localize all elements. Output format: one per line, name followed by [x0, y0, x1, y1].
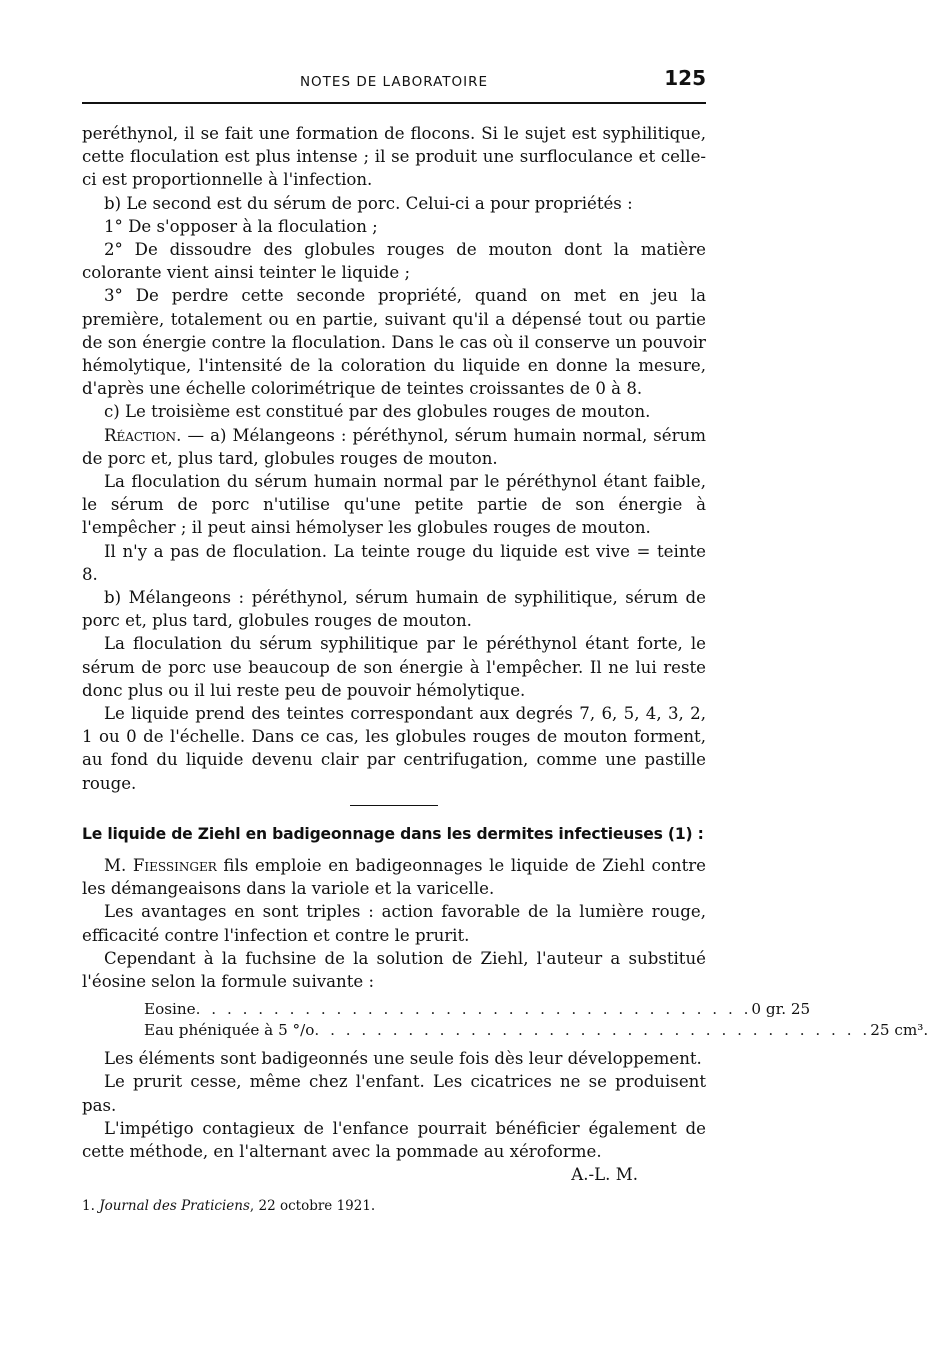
footnote-date: , 22 octobre 1921.	[249, 1198, 376, 1214]
paragraph: La floculation du sérum syphilitique par le péréthynol étant forte, le sérum de porc use beaucoup de son énergie à l'empêcher. Il ne lui reste donc plus ou il lui reste peu de pouvoir hémolytique.	[82, 634, 706, 700]
reaction-label: Réaction.	[104, 425, 182, 445]
paragraph-text: fils emploie en badigeonnages le liquide de Ziehl contre les démangeaisons dans la variole et la varicelle.	[82, 855, 706, 899]
paragraph: Les éléments sont badigeonnés une seule fois dès leur développement.	[104, 1049, 702, 1069]
section-title	[82, 822, 706, 846]
page-number: 125	[664, 66, 706, 90]
formula-leader: . . . . . . . . . . . . . . . . . . . . . . . . . . . . . . . . . . . .	[195, 1000, 752, 1019]
formula-leader: . . . . . . . . . . . . . . . . . . . . . . . . . . . . . . . . . . . .	[314, 1021, 871, 1040]
paragraph: c) Le troisième est constitué par des globules rouges de mouton.	[104, 402, 651, 422]
author-name: M. Fiessinger	[104, 855, 217, 875]
formula-row	[144, 1020, 928, 1041]
formula-ingredient: Eau phéniquée à 5 °/o	[144, 1021, 315, 1040]
page-header	[82, 62, 706, 104]
paragraph: Cependant à la fuchsine de la solution de Ziehl, l'auteur a substitué l'éosine selon la formule suivante :	[82, 948, 706, 991]
reaction-text: — a) Mélangeons : péréthynol, sérum humain normal, sérum de porc et, plus tard, globules rouges de mouton.	[82, 425, 706, 468]
paragraph: Les avantages en sont triples : action favorable de la lumière rouge, efficacité contre l'infection et contre le prurit.	[82, 902, 706, 945]
footnote-number: 1.	[82, 1198, 95, 1214]
paragraph: peréthynol, il se fait une formation de flocons. Si le sujet est syphilitique, cette floculation est plus intense ; il se produit une surfloculance et celle-ci est proportionnelle à l'infection.	[82, 124, 706, 190]
formula	[82, 999, 928, 1041]
paragraph: Le liquide prend des teintes correspondant aux degrés 7, 6, 5, 4, 3, 2, 1 ou 0 de l'échelle. Dans ce cas, les globules rouges de mouton forment, au fond du liquide devenu clair par centrifugation, comme une pastille rouge.	[82, 704, 706, 793]
paragraph: Il n'y a pas de floculation. La teinte rouge du liquide est vive = teinte 8.	[82, 541, 706, 584]
footnote-journal: Journal des Praticiens	[99, 1198, 250, 1214]
paragraph: Le prurit cesse, même chez l'enfant. Les cicatrices ne se produisent pas.	[82, 1072, 706, 1115]
paragraph: 2° De dissoudre des globules rouges de mouton dont la matière colorante vient ainsi teinter le liquide ;	[82, 240, 706, 283]
section-title-text: Le liquide de Ziehl en badigeonnage dans les dermites infectieuses	[82, 824, 663, 843]
formula-quantity: 0 gr. 25	[751, 1000, 811, 1019]
running-head: NOTES DE LABORATOIRE	[299, 74, 489, 90]
signature: A.-L. M.	[571, 1165, 638, 1185]
footnote-ref: (1) :	[667, 824, 704, 843]
footnote	[82, 1197, 706, 1215]
paragraph: b) Le second est du sérum de porc. Celui-ci a pour propriétés :	[104, 193, 633, 213]
paragraph	[82, 854, 706, 900]
formula-quantity: 25 cm³.	[870, 1021, 928, 1040]
paragraph: 1° De s'opposer à la floculation ;	[104, 216, 378, 236]
paragraph: 3° De perdre cette seconde propriété, quand on met en jeu la première, totalement ou en partie, suivant qu'il a dépensé tout ou partie de son énergie contre la floculation. Dans le cas où il conserve un pouvoir hémolytique, l'intensité de la coloration du liquide en donne la mesure, d'après une échelle colorimétrique de teintes croissantes de 0 à 8.	[82, 286, 706, 399]
paragraph: b) Mélangeons : péréthynol, sérum humain de syphilitique, sérum de porc et, plus tard, globules rouges de mouton.	[82, 588, 706, 631]
paragraph-reaction	[82, 424, 706, 470]
paragraph: L'impétigo contagieux de l'enfance pourrait bénéficier également de cette méthode, en l'alternant avec la pommade au xéroforme.	[82, 1118, 706, 1161]
paragraph: La floculation du sérum humain normal par le péréthynol étant faible, le sérum de porc n'utilise qu'une petite partie de son énergie à l'empêcher ; il peut ainsi hémolyser les globules rouges de mouton.	[82, 472, 706, 538]
section-separator	[350, 805, 438, 806]
formula-ingredient: Eosine	[144, 1000, 196, 1019]
body-text	[82, 122, 928, 1186]
formula-row	[144, 999, 811, 1020]
